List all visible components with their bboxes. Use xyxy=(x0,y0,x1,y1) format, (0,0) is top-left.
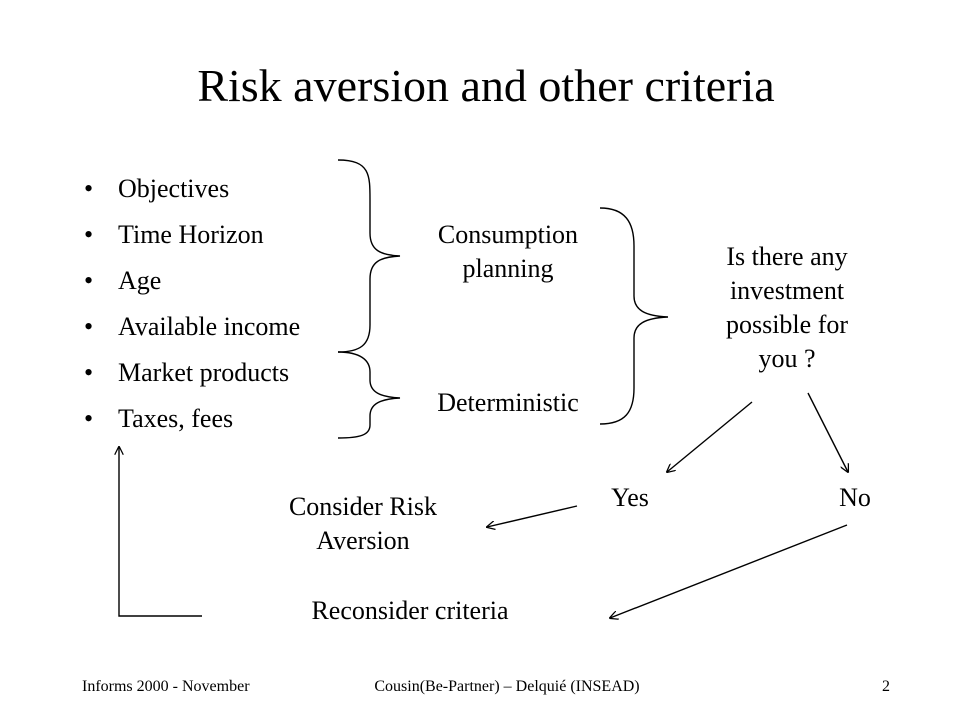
brace-deterministic xyxy=(338,352,400,438)
arrow-reconsider-to-criteria xyxy=(119,447,202,616)
footer-center: Cousin(Be-Partner) – Delquié (INSEAD) xyxy=(374,678,640,695)
slide-title: Risk aversion and other criteria xyxy=(197,60,775,111)
arrow-question-to-yes xyxy=(667,402,752,472)
criteria-item: • Market products xyxy=(84,350,300,396)
yes-label: Yes xyxy=(611,483,649,512)
footer-left: Informs 2000 - November xyxy=(82,678,250,695)
arrow-yes-to-risk-aversion xyxy=(487,506,577,527)
criteria-item: • Objectives xyxy=(84,166,300,212)
brace-consumption xyxy=(338,160,400,352)
criteria-item: • Age xyxy=(84,258,300,304)
criteria-item: • Time Horizon xyxy=(84,212,300,258)
criteria-item: • Taxes, fees xyxy=(84,396,300,442)
page-number: 2 xyxy=(882,678,890,695)
consider-risk-aversion-label: Consider Risk Aversion xyxy=(288,492,438,555)
arrow-no-to-reconsider xyxy=(610,525,847,618)
no-label: No xyxy=(839,483,871,512)
arrow-question-to-no xyxy=(808,393,848,472)
reconsider-criteria-label: Reconsider criteria xyxy=(311,596,509,625)
deterministic-label: Deterministic xyxy=(437,388,579,417)
investment-question: Is there any investment possible for you ? xyxy=(725,242,849,373)
consumption-planning-label: Consumption planning xyxy=(437,220,579,283)
criteria-item: • Available income xyxy=(84,304,300,350)
